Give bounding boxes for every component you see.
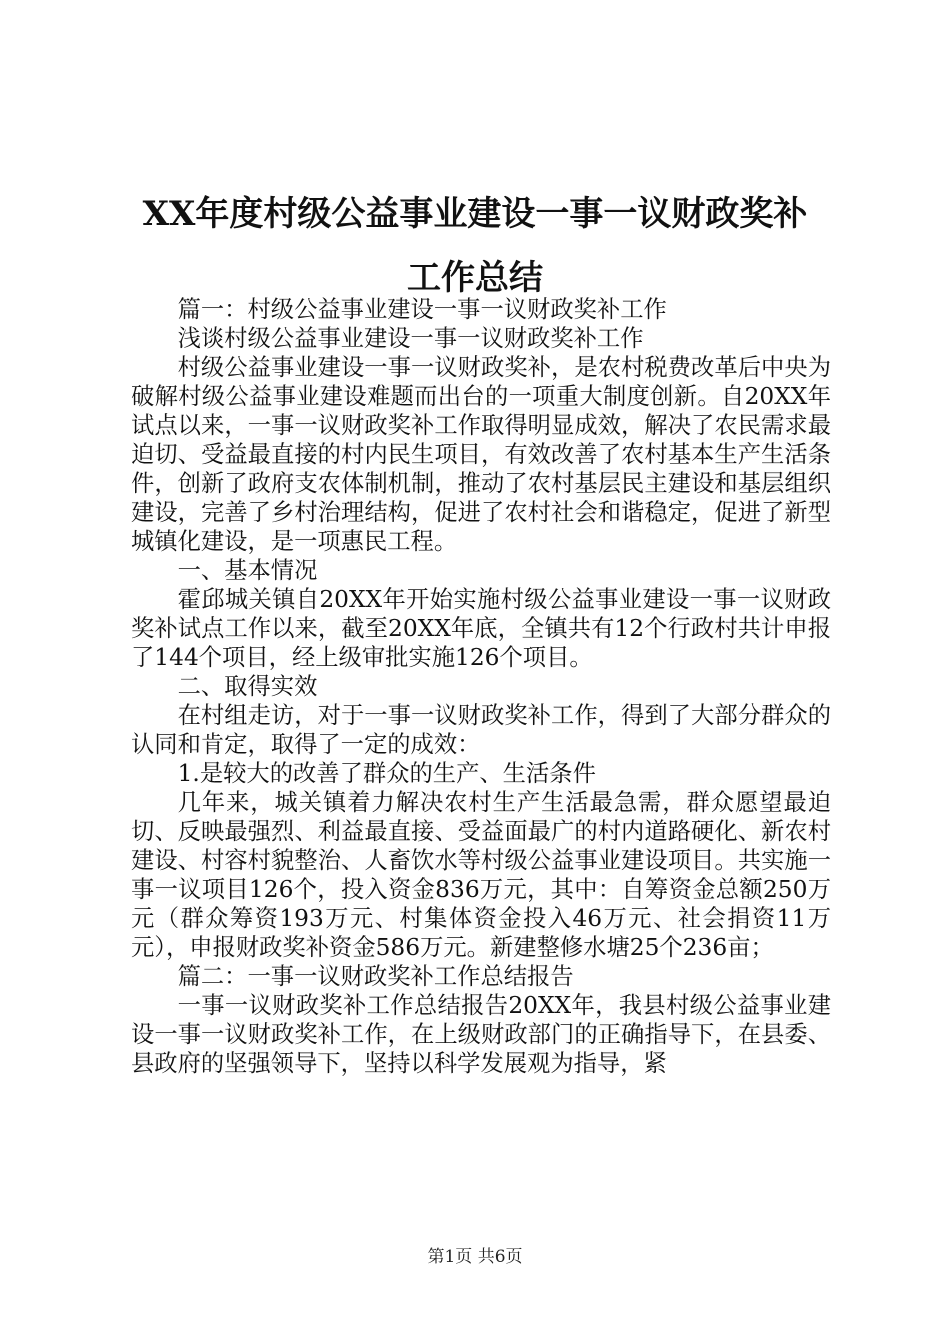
paragraph-projects: 几年来，城关镇着力解决农村生产生活最急需，群众愿望最迫切、反映最强烈、利益最直接、受益面最广的村内道路硬化、新农村建设、村容村貌整治、人畜饮水等村级公益事业建设项目。共实施一事一议项目126个，投入资金836万元，其中：自筹资金总额250万元（群众筹资193万元、村集体资金投入46万元、社会捐资11万元），申报财政奖补资金586万元。新建整修水塘25个236亩； xyxy=(131,789,831,961)
paragraph-intro: 村级公益事业建设一事一议财政奖补，是农村税费改革后中央为破解村级公益事业建设难题而出台的一项重大制度创新。自20XX年试点以来，一事一议财政奖补工作取得明显成效，解决了农民需求最迫切、受益最直接的村内民生项目，有效改善了农村基本生产生活条件，创新了政府支农体制机制，推动了农村基层民主建设和基层组织建设，完善了乡村治理结构，促进了农村社会和谐稳定，促进了新型城镇化建设，是一项惠民工程。 xyxy=(131,354,831,555)
paragraph-basic-situation: 霍邱城关镇自20XX年开始实施村级公益事业建设一事一议财政奖补试点工作以来，截至20XX年底，全镇共有12个行政村共计申报了144个项目，经上级审批实施126个项目。 xyxy=(131,586,831,671)
paragraph-results: 在村组走访，对于一事一议财政奖补工作，得到了大部分群众的认同和肯定，取得了一定的成效： xyxy=(131,702,831,758)
title-line-1: XX年度村级公益事业建设一事一议财政奖补 xyxy=(142,194,808,234)
section-heading-part1: 篇一：村级公益事业建设一事一议财政奖补工作 xyxy=(177,296,667,323)
paragraph-report: 一事一议财政奖补工作总结报告20XX年，我县村级公益事业建设一事一议财政奖补工作，在上级财政部门的正确指导下，在县委、县政府的坚强领导下，坚持以科学发展观为指导，紧 xyxy=(131,992,831,1077)
section-heading-results: 二、取得实效 xyxy=(177,673,318,700)
list-item-1: 1.是较大的改善了群众的生产、生活条件 xyxy=(177,760,596,787)
page-number: 第1页 共6页 xyxy=(427,1247,523,1267)
section-heading-part2: 篇二：一事一议财政奖补工作总结报告 xyxy=(177,963,574,990)
section-heading-basic-situation: 一、基本情况 xyxy=(177,557,318,584)
title-line-2: 工作总结 xyxy=(407,258,543,298)
document-body xyxy=(131,295,831,1078)
article-subtitle: 浅谈村级公益事业建设一事一议财政奖补工作 xyxy=(177,325,644,352)
